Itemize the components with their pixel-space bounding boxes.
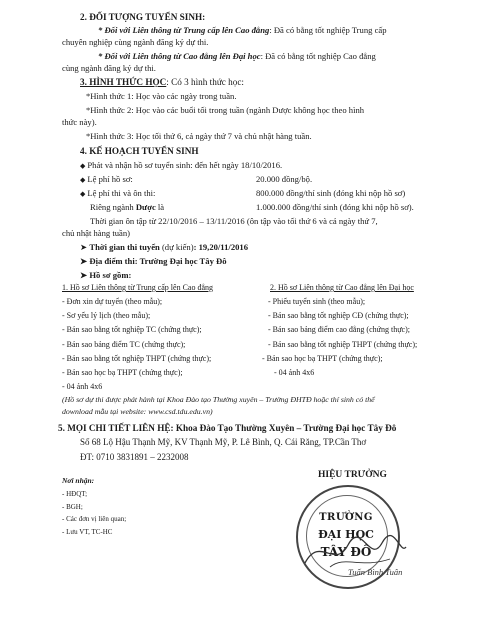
list-item: - Bản sao học bạ THPT (chứng thực); xyxy=(262,353,383,363)
contact-address: Số 68 Lộ Hậu Thạnh Mỹ, KV Thạnh Mỹ, P. Lê Bình, Q. Cái Răng, TP.Cần Thơ xyxy=(80,437,367,447)
section-2-item-a-cont: chuyên nghiệp cùng ngành đăng ký dự thi. xyxy=(62,37,209,47)
section-3-heading: 3. HÌNH THỨC HỌC: Có 3 hình thức học: xyxy=(80,77,244,87)
recipients-title: Nơi nhận: xyxy=(62,476,95,485)
review-period: Thời gian ôn tập từ 22/10/2016 – 13/11/2016 (ôn tập vào tối thứ 6 và cả ngày thứ 7, xyxy=(90,216,378,226)
plan-item-fee-value: 20.000 đồng/bộ. xyxy=(256,174,313,184)
list-item: - Bản sao bảng điểm TC (chứng thực); xyxy=(62,339,186,349)
section-2-item-b-cont: cùng ngành đăng ký dự thi. xyxy=(62,63,156,73)
list-item: - BGH; xyxy=(62,502,83,511)
section-2-item-a: * Đối với Liên thông từ Trung cấp lên Cao đẳng: Đã có bằng tốt nghiệp Trung cấp xyxy=(98,25,387,35)
exam-time: ➤ Thời gian thi tuyển (dự kiến): 19,20/11/2016 xyxy=(80,242,249,252)
exam-location: ➤ Địa điểm thi: Trường Đại học Tây Đô xyxy=(80,256,227,266)
plan-item-pharmacy-label: Riêng ngành Dược là xyxy=(90,202,165,212)
arrow-bullet-icon: ➤ xyxy=(80,242,88,252)
dossier-note-line2: download mẫu tại website: www.csd.tdu.edu.vn) xyxy=(62,407,213,416)
study-mode-3: *Hình thức 3: Học tối thứ 6, cả ngày thứ 7 và chủ nhật hàng tuần. xyxy=(86,131,312,141)
seal-line-1: TRƯỜNG xyxy=(319,512,373,523)
section-5-heading: 5. MỌI CHI TIẾT LIÊN HỆ: Khoa Đào Tạo Thường Xuyên – Trường Đại học Tây Đô xyxy=(58,423,397,433)
arrow-bullet-icon: ➤ xyxy=(80,256,88,266)
signer-name: Tuấn Bình Tuân xyxy=(348,567,403,577)
list-item: - Bản sao học bạ THPT (chứng thực); xyxy=(62,368,183,378)
list-item: - Bản sao bằng tốt nghiệp THPT (chứng thực); xyxy=(268,339,418,349)
review-period-cont: chủ nhật hàng tuần) xyxy=(62,228,131,238)
list-item: - Lưu VT, TC-HC xyxy=(62,527,113,536)
seal-line-2: ĐẠI HỌC xyxy=(318,528,374,541)
section-2-item-b: * Đối với Liên thông từ Cao đẳng lên Đại học: Đã có bằng tốt nghiệp Cao đẳng xyxy=(98,51,376,61)
list-item: - 04 ảnh 4x6 xyxy=(274,368,315,378)
dossier-left-title: 1. Hồ sơ Liên thông từ Trung cấp lên Cao đẳng xyxy=(62,283,213,292)
contact-phone: ĐT: 0710 3831891 – 2232008 xyxy=(80,452,189,462)
plan-item-pharmacy-value: 1.000.000 đồng/thí sinh (đóng khi nộp hồ sơ). xyxy=(256,202,414,212)
list-item: - Đơn xin dự tuyển (theo mẫu); xyxy=(62,297,163,306)
list-item: - Bản sao bằng tốt nghiệp TC (chứng thực); xyxy=(62,325,202,335)
plan-item-exam-fee-label: ◆ Lệ phí thi và ôn thi: xyxy=(80,188,156,198)
recipients-list xyxy=(62,488,126,538)
plan-item-application: ◆ Phát và nhận hồ sơ tuyển sinh: đến hết ngày 18/10/2016. xyxy=(80,160,283,170)
dossier-right-title: 2. Hồ sơ Liên thông từ Cao đẳng lên Đại học xyxy=(270,283,414,292)
section-2-heading: 2. ĐỐI TƯỢNG TUYỂN SINH: xyxy=(80,12,206,22)
dossier-heading: ➤ Hồ sơ gồm: xyxy=(80,270,132,280)
diamond-bullet-icon: ◆ xyxy=(80,190,86,198)
dossier-right-list xyxy=(262,295,417,380)
diamond-bullet-icon: ◆ xyxy=(80,162,86,170)
list-item: - Bản sao bảng điểm cao đẳng (chứng thực); xyxy=(268,325,410,335)
list-item: - HĐQT; xyxy=(62,490,88,498)
list-item: - Bản sao bằng tốt nghiệp CĐ (chứng thực); xyxy=(268,311,409,321)
signature-title: HIỆU TRƯỞNG xyxy=(318,470,387,480)
plan-item-exam-fee-value: 800.000 đồng/thí sinh (đóng khi nộp hồ sơ) xyxy=(256,188,406,198)
list-item: - 04 ảnh 4x6 xyxy=(62,382,103,392)
study-mode-2-cont: thức này). xyxy=(62,117,97,127)
arrow-bullet-icon: ➤ xyxy=(80,270,88,280)
section-4-heading: 4. KẾ HOẠCH TUYỂN SINH xyxy=(80,146,199,156)
plan-item-fee-label: ◆ Lệ phí hồ sơ: xyxy=(80,174,133,184)
seal-line-3: TÂY ĐÔ xyxy=(320,545,372,559)
list-item: - Phiếu tuyển sinh (theo mẫu); xyxy=(268,297,366,306)
list-item: - Bản sao bằng tốt nghiệp THPT (chứng thực); xyxy=(62,353,212,363)
diamond-bullet-icon: ◆ xyxy=(80,176,86,184)
dossier-note-line1: (Hồ sơ dự thi được phát hành tại Khoa Đào tạo Thường xuyên – Trường ĐHTĐ hoặc thí sinh có thể xyxy=(62,395,375,404)
study-mode-1: *Hình thức 1: Học vào các ngày trong tuần. xyxy=(86,91,237,101)
list-item: - Sơ yếu lý lịch (theo mẫu); xyxy=(62,311,151,321)
dossier-left-list xyxy=(62,295,211,394)
list-item: - Các đơn vị liên quan; xyxy=(62,515,127,524)
study-mode-2: *Hình thức 2: Học vào các buổi tối trong tuần (ngành Dược không học theo hình xyxy=(86,105,365,115)
